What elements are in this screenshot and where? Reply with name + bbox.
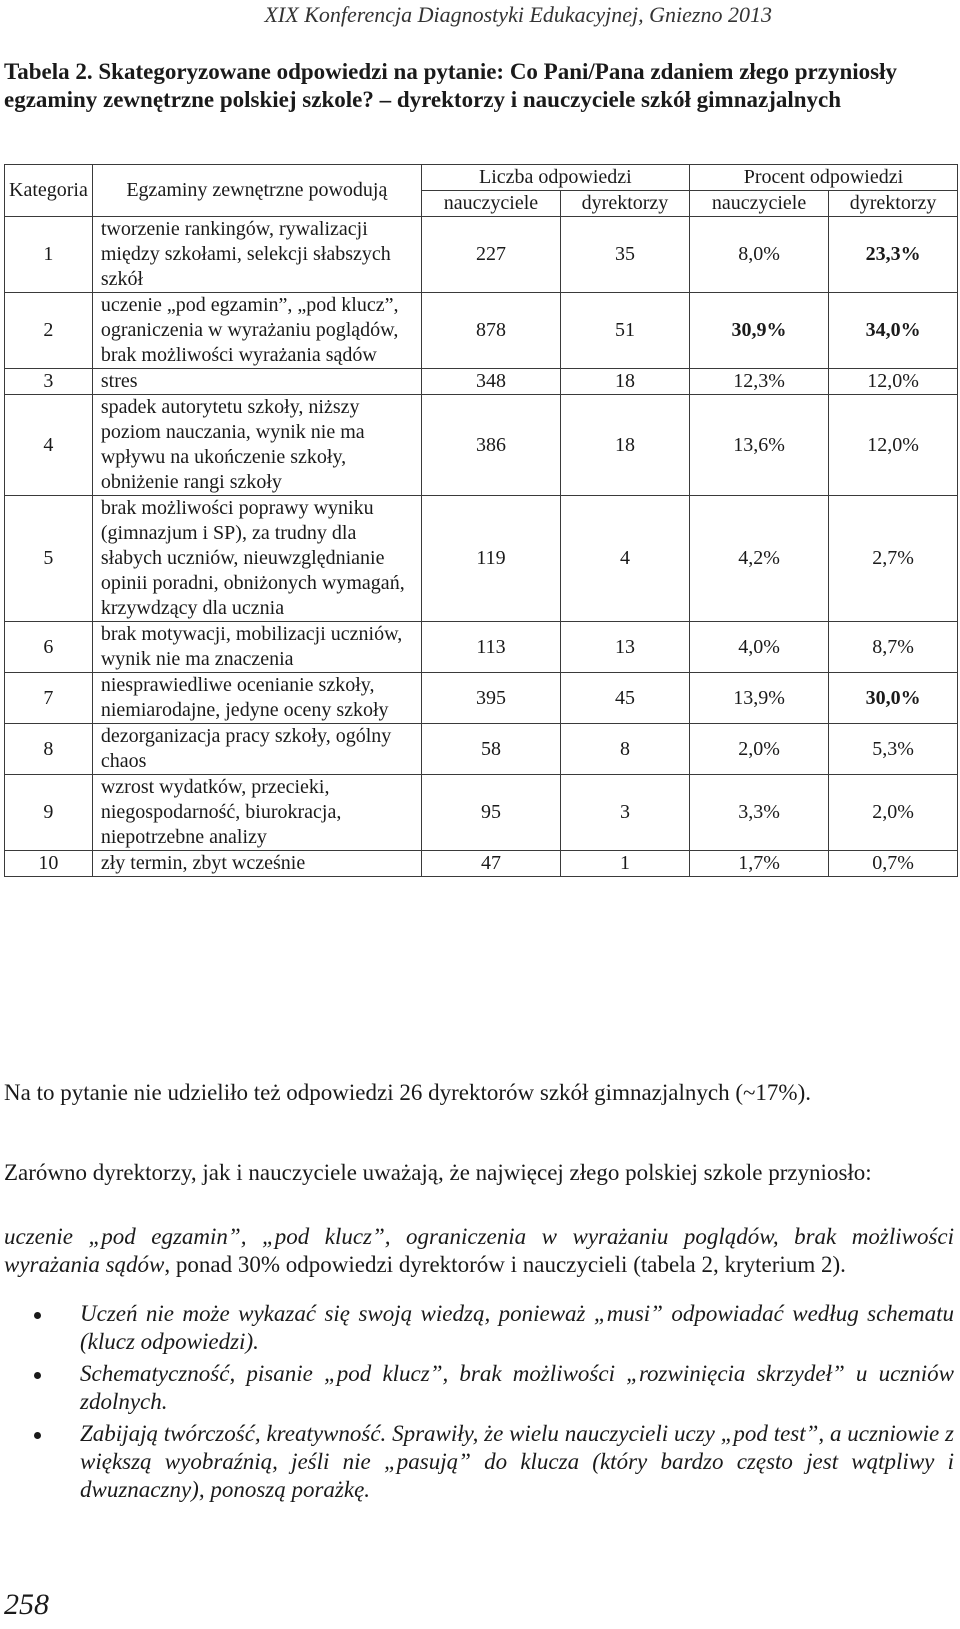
list-item <box>80 1420 954 1504</box>
cell-description: brak możliwości poprawy wyniku (gimnazjum i SP), za trudny dla słabych uczniów, nieuwzględnianie opinii poradni, obniżonych wymagań, krzywdzący dla ucznia <box>92 496 421 622</box>
cell-category: 8 <box>5 724 93 775</box>
cell-count-directors: 8 <box>561 724 690 775</box>
cell-category: 2 <box>5 293 93 369</box>
cell-percent-directors: 2,7% <box>829 496 958 622</box>
cell-count-teachers: 119 <box>421 496 560 622</box>
cell-count-teachers: 95 <box>421 775 560 851</box>
cell-category: 10 <box>5 851 93 877</box>
cell-count-directors: 18 <box>561 369 690 395</box>
table-caption: Tabela 2. Skategoryzowane odpowiedzi na pytanie: Co Pani/Pana zdaniem złego przyniosły egzaminy zewnętrzne polskiej szkole? – dyrektorzy i nauczyciele szkół gimnazjalnych <box>4 59 897 112</box>
cell-percent-directors: 12,0% <box>829 369 958 395</box>
cell-percent-directors: 0,7% <box>829 851 958 877</box>
cell-percent-teachers: 12,3% <box>689 369 828 395</box>
cell-description: spadek autorytetu szkoły, niższy poziom nauczania, wynik nie ma wpływu na ukończenie szkoły, obniżenie rangi szkoły <box>92 395 421 496</box>
cell-count-directors: 1 <box>561 851 690 877</box>
paragraph-main-finding <box>4 1223 954 1279</box>
paragraph-no-answer: Na to pytanie nie udzieliło też odpowiedzi 26 dyrektorów szkół gimnazjalnych (~17%). <box>4 1080 811 1105</box>
cell-percent-teachers: 13,9% <box>689 673 828 724</box>
table-row <box>5 775 958 851</box>
cell-category: 5 <box>5 496 93 622</box>
bullet-icon <box>34 1312 41 1319</box>
cell-count-teachers: 395 <box>421 673 560 724</box>
list-item-text: Zabijają twórczość, kreatywność. Sprawiły, że wielu nauczycieli uczy „pod test”, a uczniowie z większą wyobraźnią, jeśli nie „pasują” do klucza (który bardzo często jest wątpliwy i dwuznaczny), ponoszą porażkę. <box>80 1421 954 1502</box>
cell-count-teachers: 348 <box>421 369 560 395</box>
cell-percent-directors: 5,3% <box>829 724 958 775</box>
list-item <box>80 1360 954 1416</box>
table-row <box>5 293 958 369</box>
table-row <box>5 369 958 395</box>
table-row <box>5 496 958 622</box>
cell-count-directors: 3 <box>561 775 690 851</box>
page-number: 258 <box>4 1588 49 1621</box>
table-row <box>5 673 958 724</box>
cell-description: wzrost wydatków, przecieki, niegospodarność, biurokracja, niepotrzebne analizy <box>92 775 421 851</box>
cell-description: zły termin, zbyt wcześnie <box>92 851 421 877</box>
cell-count-teachers: 113 <box>421 622 560 673</box>
cell-category: 4 <box>5 395 93 496</box>
cell-percent-teachers: 1,7% <box>689 851 828 877</box>
cell-percent-directors: 12,0% <box>829 395 958 496</box>
list-item-text: Uczeń nie może wykazać się swoją wiedzą, ponieważ „musi” odpowiadać według schematu (klucz odpowiedzi). <box>80 1301 954 1354</box>
header-count-group: Liczba odpowiedzi <box>421 165 689 191</box>
table-row <box>5 395 958 496</box>
cell-percent-teachers: 30,9% <box>689 293 828 369</box>
cell-percent-directors: 23,3% <box>829 217 958 293</box>
cell-count-directors: 18 <box>561 395 690 496</box>
cell-description: brak motywacji, mobilizacji uczniów, wynik nie ma znaczenia <box>92 622 421 673</box>
header-category: Kategoria <box>5 165 93 217</box>
cell-percent-teachers: 13,6% <box>689 395 828 496</box>
cell-percent-teachers: 8,0% <box>689 217 828 293</box>
cell-count-teachers: 58 <box>421 724 560 775</box>
bullet-icon <box>34 1372 41 1379</box>
paragraph-summary: Zarówno dyrektorzy, jak i nauczyciele uważają, że najwięcej złego polskiej szkole przyniosło: <box>4 1160 872 1185</box>
list-item <box>80 1300 954 1356</box>
table-row <box>5 622 958 673</box>
cell-percent-teachers: 3,3% <box>689 775 828 851</box>
header-description: Egzaminy zewnętrzne powodują <box>92 165 421 217</box>
cell-category: 7 <box>5 673 93 724</box>
cell-description: tworzenie rankingów, rywalizacji między szkołami, selekcji słabszych szkół <box>92 217 421 293</box>
cell-percent-directors: 2,0% <box>829 775 958 851</box>
cell-percent-directors: 34,0% <box>829 293 958 369</box>
results-table <box>4 164 958 877</box>
cell-category: 3 <box>5 369 93 395</box>
table-row <box>5 851 958 877</box>
cell-count-teachers: 227 <box>421 217 560 293</box>
cell-description: stres <box>92 369 421 395</box>
finding-italic: uczenie „pod egzamin”, „pod klucz”, ograniczenia w wyrażaniu poglądów, brak możliwości wyrażania sądów <box>4 1224 954 1277</box>
quote-list <box>4 1300 954 1508</box>
cell-category: 9 <box>5 775 93 851</box>
cell-count-teachers: 386 <box>421 395 560 496</box>
list-item-text: Schematyczność, pisanie „pod klucz”, brak możliwości „rozwinięcia skrzydeł” u uczniów zdolnych. <box>80 1361 954 1414</box>
cell-count-directors: 51 <box>561 293 690 369</box>
cell-count-directors: 45 <box>561 673 690 724</box>
header-percent-group: Procent odpowiedzi <box>689 165 957 191</box>
cell-category: 6 <box>5 622 93 673</box>
cell-category: 1 <box>5 217 93 293</box>
cell-percent-directors: 30,0% <box>829 673 958 724</box>
header-percent-directors: dyrektorzy <box>829 191 958 217</box>
cell-count-directors: 13 <box>561 622 690 673</box>
cell-description: uczenie „pod egzamin”, „pod klucz”, ograniczenia w wyrażaniu poglądów, brak możliwości wyrażania sądów <box>92 293 421 369</box>
table-row <box>5 217 958 293</box>
cell-description: dezorganizacja pracy szkoły, ogólny chaos <box>92 724 421 775</box>
finding-rest: , ponad 30% odpowiedzi dyrektorów i nauczycieli (tabela 2, kryterium 2). <box>164 1252 846 1277</box>
cell-description: niesprawiedliwe ocenianie szkoły, niemiarodajne, jedyne oceny szkoły <box>92 673 421 724</box>
table-header-row <box>5 165 958 191</box>
cell-percent-teachers: 2,0% <box>689 724 828 775</box>
cell-percent-directors: 8,7% <box>829 622 958 673</box>
cell-count-directors: 35 <box>561 217 690 293</box>
bullet-icon <box>34 1432 41 1439</box>
header-percent-teachers: nauczyciele <box>689 191 828 217</box>
header-count-directors: dyrektorzy <box>561 191 690 217</box>
header-count-teachers: nauczyciele <box>421 191 560 217</box>
running-header: XIX Konferencja Diagnostyki Edukacyjnej, Gniezno 2013 <box>264 2 772 27</box>
cell-count-teachers: 47 <box>421 851 560 877</box>
cell-percent-teachers: 4,2% <box>689 496 828 622</box>
table-row <box>5 724 958 775</box>
cell-percent-teachers: 4,0% <box>689 622 828 673</box>
cell-count-teachers: 878 <box>421 293 560 369</box>
cell-count-directors: 4 <box>561 496 690 622</box>
